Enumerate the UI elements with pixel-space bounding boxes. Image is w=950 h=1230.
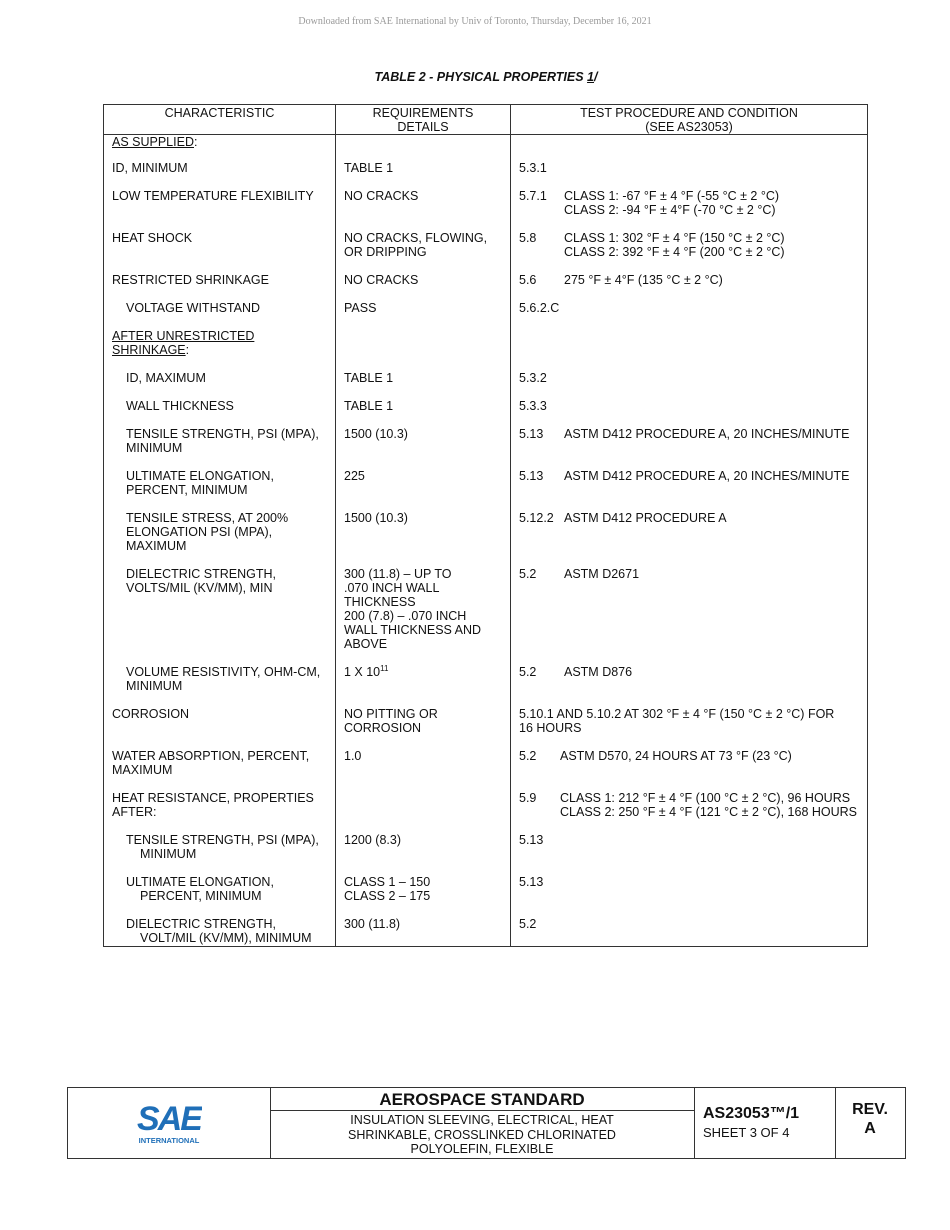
table-row: TENSILE STRENGTH, PSI (MPA), MINIMUM 1500 (10.3) 5.13 ASTM D412 PROCEDURE A, 20 INCHES/MINUTE <box>104 427 868 469</box>
table-row: HEAT RESISTANCE, PROPERTIES AFTER: 5.9 CLASS 1: 212 °F ± 4 °F (100 °C ± 2 °C), 96 HOURS CLASS 2: 250 °F ± 4 °F (121 °C ± 2 °C), 168 HOURS <box>104 791 868 833</box>
revision-cell <box>835 1088 905 1158</box>
table-row: RESTRICTED SHRINKAGE NO CRACKS 5.6 275 °F ± 4°F (135 °C ± 2 °C) <box>104 273 868 301</box>
table-row: AFTER UNRESTRICTED SHRINKAGE: <box>104 329 868 371</box>
physical-properties-table <box>103 104 868 947</box>
table-title <box>0 70 950 84</box>
standard-title-cell <box>270 1088 695 1158</box>
document-number: AS23053™/1 <box>703 1105 800 1122</box>
table-row: TENSILE STRESS, AT 200% ELONGATION PSI (MPA), MAXIMUM 1500 (10.3) 5.12.2 ASTM D412 PROCEDURE A <box>104 511 868 567</box>
sheet-number: SHEET 3 OF 4 <box>703 1125 790 1140</box>
table-row: LOW TEMPERATURE FLEXIBILITY NO CRACKS 5.7.1 CLASS 1: -67 °F ± 4 °F (-55 °C ± 2 °C) CLASS 2: -94 °F ± 4°F (-70 °C ± 2 °C) <box>104 189 868 231</box>
table-row: VOLUME RESISTIVITY, OHM-CM, MINIMUM 1 X $10^{11}$ 5.2 ASTM D876 <box>104 665 868 707</box>
revision-label: REV. <box>852 1101 888 1118</box>
table-title-text: TABLE 2 - PHYSICAL PROPERTIES <box>374 70 588 84</box>
document-number-cell <box>694 1088 836 1158</box>
table-row: ID, MAXIMUM TABLE 1 5.3.2 <box>104 371 868 399</box>
sae-logo <box>136 1102 202 1146</box>
standard-title: AEROSPACE STANDARD <box>270 1088 694 1111</box>
download-note: Downloaded from SAE International by Univ of Toronto, Thursday, December 16, 2021 <box>298 16 652 27</box>
table-row: HEAT SHOCK NO CRACKS, FLOWING, OR DRIPPING 5.8 CLASS 1: 302 °F ± 4 °F (150 °C ± 2 °C) CLASS 2: 392 °F ± 4 °F (200 °C ± 2 °C) <box>104 231 868 273</box>
table-row: CORROSION NO PITTING OR CORROSION 5.10.1 AND 5.10.2 AT 302 °F ± 4 °F (150 °C ± 2 °C) FOR 16 HOURS <box>104 707 868 749</box>
revision-value: A <box>864 1120 876 1137</box>
section-as-supplied: AS SUPPLIED <box>112 135 194 149</box>
document-footer <box>67 1087 906 1159</box>
table-row: ULTIMATE ELONGATION, PERCENT, MINIMUM CLASS 1 – 150 CLASS 2 – 175 5.13 <box>104 875 868 917</box>
standard-description: INSULATION SLEEVING, ELECTRICAL, HEAT SHRINKABLE, CROSSLINKED CHLORINATED POLYOLEFIN, FLEXIBLE <box>348 1113 616 1156</box>
table-header-row <box>104 105 868 135</box>
table-row: WATER ABSORPTION, PERCENT, MAXIMUM 1.0 5.2 ASTM D570, 24 HOURS AT 73 °F (23 °C) <box>104 749 868 791</box>
table-row: WALL THICKNESS TABLE 1 5.3.3 <box>104 399 868 427</box>
table-row: VOLTAGE WITHSTAND PASS 5.6.2.C <box>104 301 868 329</box>
table-row: ULTIMATE ELONGATION, PERCENT, MINIMUM 225 5.13 ASTM D412 PROCEDURE A, 20 INCHES/MINUTE <box>104 469 868 511</box>
table-row: ID, MINIMUM TABLE 1 5.3.1 <box>104 161 868 189</box>
table-title-slash: / <box>594 70 598 84</box>
table-row: TENSILE STRENGTH, PSI (MPA), MINIMUM 1200 (8.3) 5.13 <box>104 833 868 875</box>
logo-cell <box>68 1088 271 1158</box>
table-row: DIELECTRIC STRENGTH, VOLTS/MIL (KV/MM), MIN 300 (11.8) – UP TO .070 INCH WALL THICKNESS 200 (7.8) – .070 INCH WALL THICKNESS AND ABOVE 5.2 ASTM D2671 <box>104 567 868 665</box>
header-test-procedure: TEST PROCEDURE AND CONDITION (SEE AS23053) <box>511 105 868 135</box>
header-requirements: REQUIREMENTS DETAILS <box>336 105 511 135</box>
table-title-footnote: 1 <box>587 70 594 84</box>
header-characteristic: CHARACTERISTIC <box>104 105 336 135</box>
logo-subtext: INTERNATIONAL <box>138 1136 200 1145</box>
table-row: AS SUPPLIED: <box>104 135 868 162</box>
section-after-unrestricted: AFTER UNRESTRICTED <box>112 329 255 343</box>
table-row: DIELECTRIC STRENGTH, VOLT/MIL (KV/MM), MINIMUM 300 (11.8) 5.2 <box>104 917 868 947</box>
logo-text: SAE <box>137 1102 201 1138</box>
